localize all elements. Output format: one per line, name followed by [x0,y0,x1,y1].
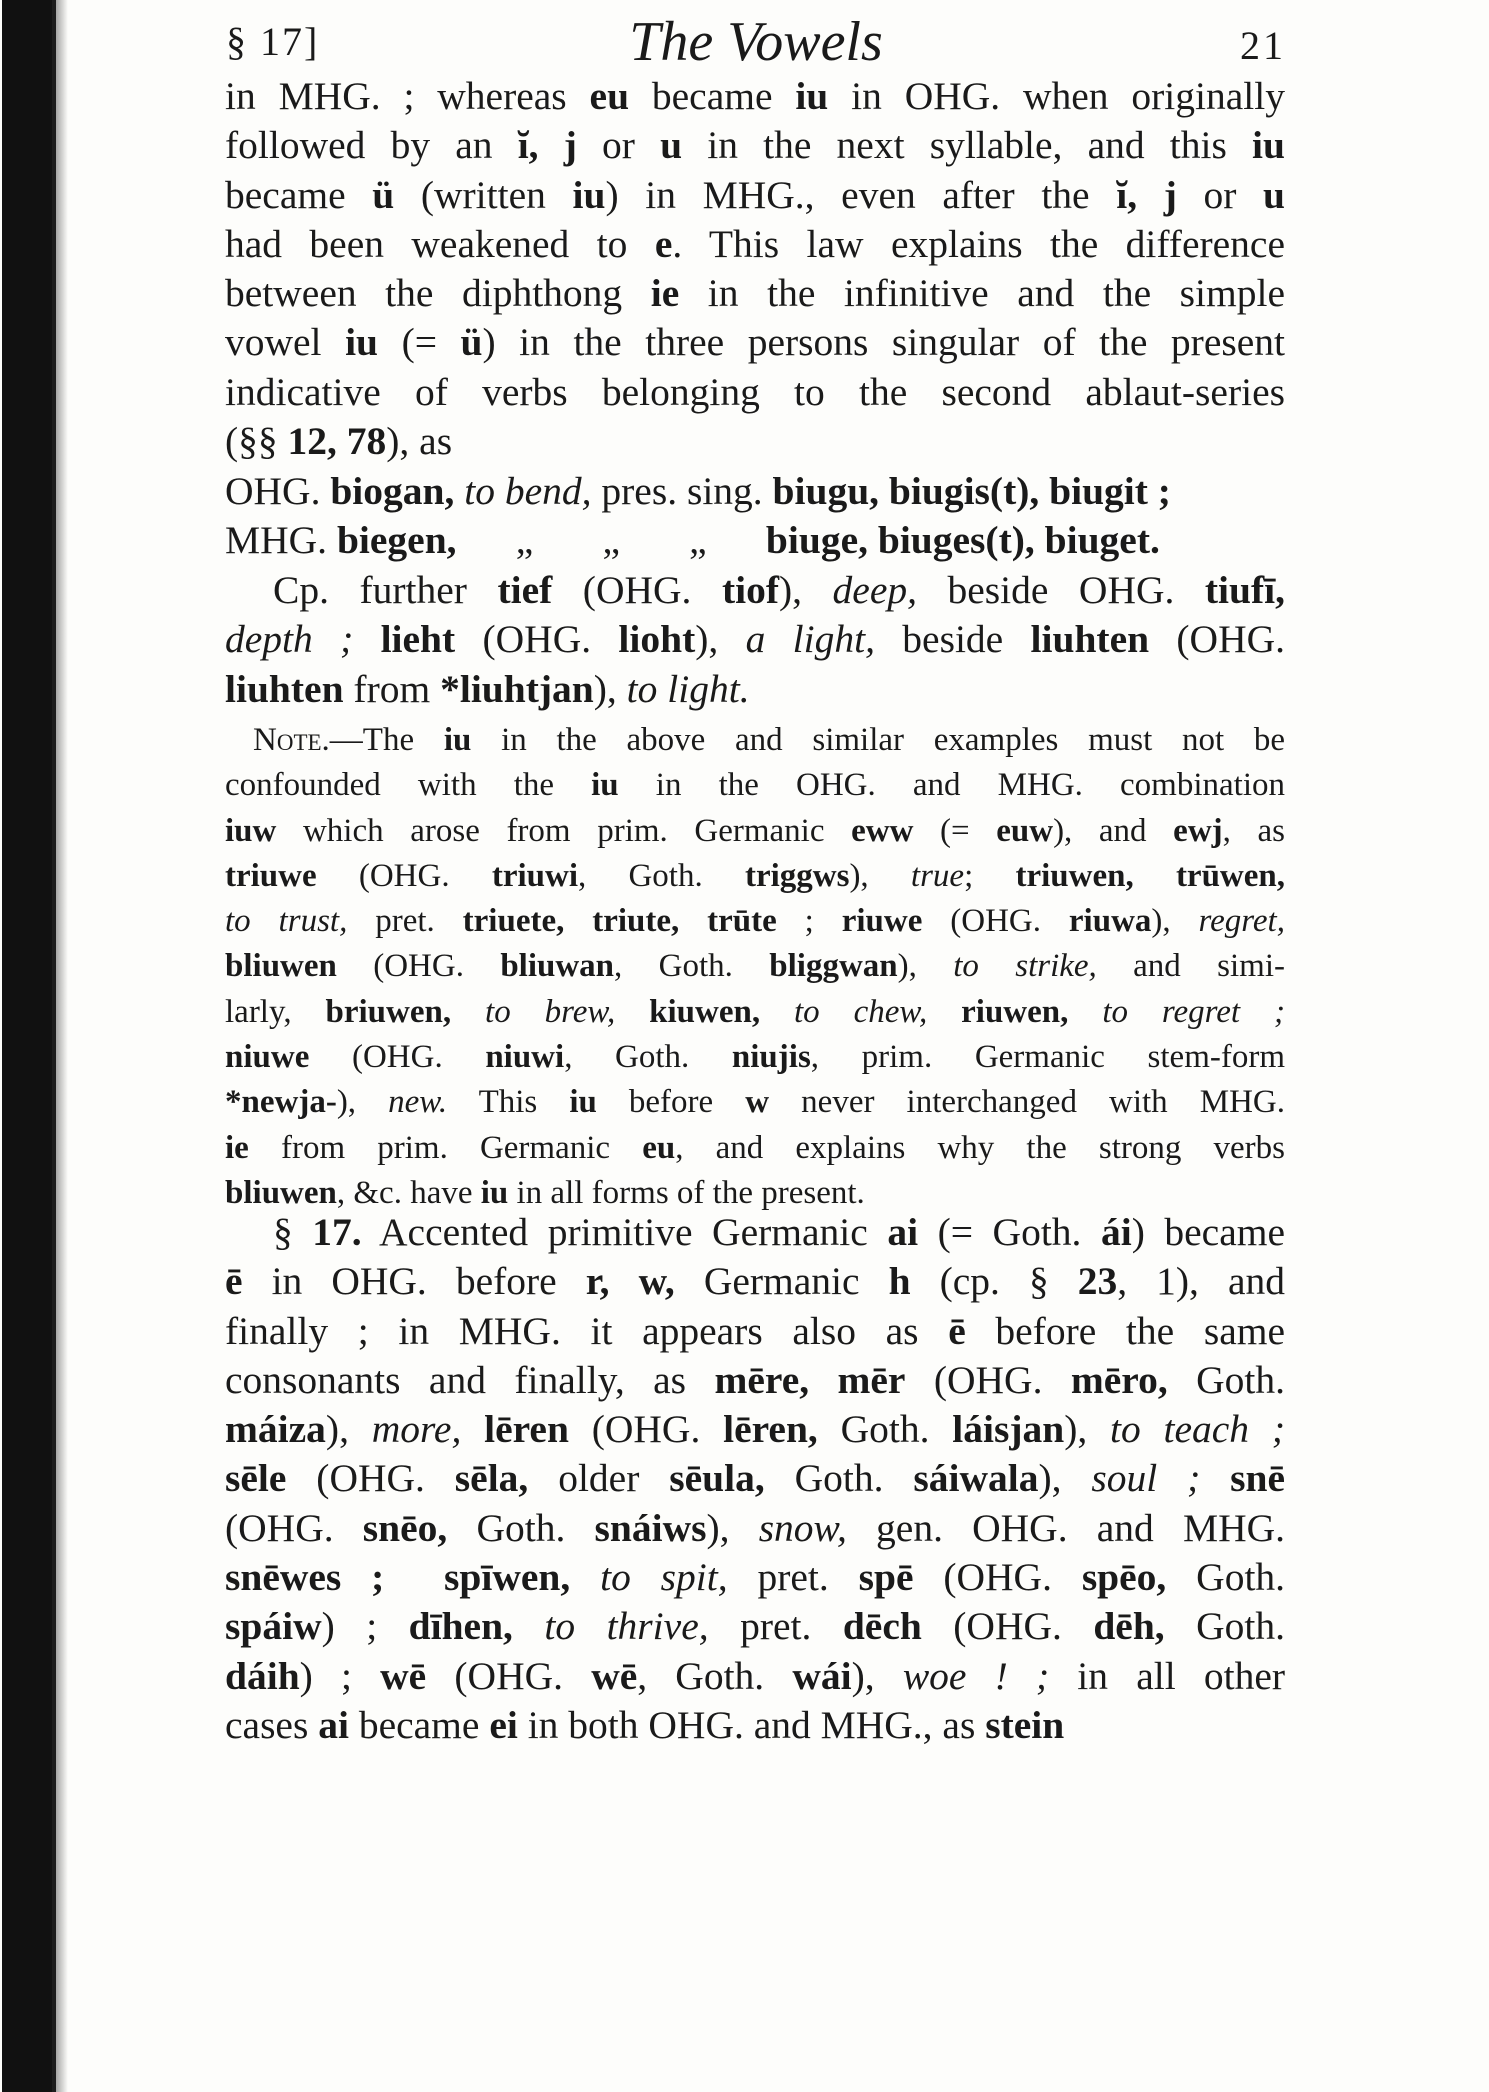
text-run: , as [1222,812,1285,849]
bold-term: ái [1100,1210,1132,1254]
bold-term: u [1263,172,1285,217]
text-run: older [528,1456,670,1501]
section-17-line [225,1454,1285,1503]
text-run: , and explains why the strong verbs [675,1129,1285,1166]
binding-edge [2,0,56,2092]
paragraph-1-line [225,72,1285,121]
text-run: ), [695,617,746,662]
bold-term: lioht [618,617,696,662]
text-run: (OHG. [225,1505,363,1550]
text-run: ), [851,1653,903,1698]
section-17-line [225,1405,1285,1454]
bold-term: iu [443,722,472,758]
section-17-line [225,1553,1285,1602]
bold-term: dēch [842,1604,922,1649]
text-run [760,994,794,1030]
text-run: ), [897,948,954,985]
text-run: vowel [225,320,346,365]
italic-gloss: depth ; [225,617,354,662]
bold-term: ai [887,1210,919,1254]
bold-term: euw [996,812,1054,849]
text-run: (OHG. [913,1555,1082,1600]
bold-term: triuwi [491,857,578,894]
text-run: ), and [1053,812,1174,849]
bold-term: sēula, [669,1456,765,1501]
chapter-title: The Vowels [629,11,883,73]
text-run: „ „ „ [456,518,766,563]
bold-term: briuwen, [325,993,452,1030]
text-run: from [343,666,441,711]
text-run: in MHG. ; whereas [225,74,590,118]
text-run [570,1555,600,1599]
bold-term: biogan, [330,469,455,513]
italic-gloss: to brew, [485,993,616,1030]
bold-term: wē [591,1653,638,1698]
italic-gloss: deep, [832,568,917,612]
bold-term: h [888,1259,911,1304]
text-run [454,469,464,513]
text-run: (OHG. [316,857,492,894]
section-17-line [225,1504,1285,1553]
italic-gloss: to teach ; [1110,1407,1285,1452]
italic-gloss: regret, [1198,903,1285,940]
text-run [461,1407,484,1451]
text-run: ), [336,1084,389,1121]
italic-gloss: to bend, [464,469,592,513]
text-run: ) in the three persons singular of the present [482,320,1285,365]
text-run: in OHG. when originally [828,74,1285,118]
text-run: in the next syllable, and this [682,123,1253,168]
paragraph-1-line [225,368,1285,417]
bold-term: wái [792,1653,852,1698]
section-17-paragraph [225,1208,1285,1750]
paragraph-2-line [225,566,1285,615]
note-line [225,763,1285,808]
paragraph-comparison [225,566,1285,714]
text-run: in all other [1049,1653,1286,1698]
text-run: (OHG. [426,1653,592,1698]
bold-term: liuhten [225,666,344,711]
bold-term: spē [858,1555,914,1600]
text-run: Accented primitive Germanic [361,1210,888,1254]
bold-term: bliuwen [225,1174,337,1211]
text-run: before the same [965,1308,1285,1353]
bold-term: iu [1252,123,1285,168]
italic-gloss: soul ; [1091,1456,1201,1501]
bold-term: niuwe [225,1039,310,1076]
bold-term: ē [948,1308,966,1353]
text-run: , prim. Germanic stem-form [810,1039,1285,1076]
section-17-line [225,1602,1285,1651]
small-caps-label: Note [253,722,322,758]
bold-term: stein [985,1702,1065,1747]
note-line [225,1035,1285,1080]
text-run: ) ; [321,1604,409,1649]
italic-gloss: to spit, [600,1555,728,1600]
bold-term: liuhten [1030,617,1150,662]
examples-line [225,467,1285,516]
text-run: cases [225,1702,319,1747]
text-run: ), [1064,1407,1111,1452]
text-run: Goth. [817,1407,953,1452]
text-run: (OHG. [921,1604,1094,1649]
bold-term: riuwen, [961,993,1069,1030]
bold-term: snē [1230,1456,1286,1501]
text-run: beside [874,617,1031,662]
bold-term: biuge, biuges(t), biuget. [765,518,1160,563]
text-run [927,994,961,1030]
bold-term: sēla, [454,1456,529,1501]
bold-term: sáiwala [913,1456,1039,1501]
text-run: became [629,74,796,118]
bold-term: ü [460,320,483,365]
text-run: ), [325,1407,372,1452]
paragraph-1-line [225,269,1285,318]
text-run: followed by an [225,123,518,168]
italic-gloss: to light. [626,666,750,711]
bold-term: triuwe [225,857,317,894]
text-run: from prim. Germanic [248,1129,643,1166]
text-run: pret. [347,903,463,940]
bold-term: triuwen, trūwen, [1015,857,1286,894]
bold-term: eww [851,812,914,849]
paragraph-2-line [225,615,1285,664]
text-run [615,994,649,1030]
text-run: .—The [321,722,444,758]
bold-term: ai [318,1702,349,1747]
bold-term: ie [225,1129,249,1166]
italic-gloss: a light, [745,617,875,662]
examples-block [225,467,1285,566]
text-run: which arose from prim. Germanic [276,812,852,849]
bold-term: iuw [225,812,277,849]
note-line [225,899,1285,944]
bold-term: snēwes ; spīwen, [225,1555,571,1600]
text-run: (OHG. [286,1456,455,1501]
bold-term: iu [569,1084,597,1121]
text-run: (OHG. [336,948,501,985]
bold-term: lēren, [723,1407,818,1452]
section-17-line [225,1356,1285,1405]
italic-gloss: true [910,857,965,894]
italic-gloss: to regret ; [1102,993,1286,1030]
section-reference: § 17] [226,19,320,64]
note-line [225,718,1285,763]
text-run: ), [1151,903,1199,940]
text-run: . This law explains the difference [672,221,1285,266]
text-run: , 1), and [1117,1259,1285,1304]
text-run [1068,994,1102,1030]
bold-term: ü [372,172,395,217]
italic-gloss: to strike, [953,948,1097,985]
bold-term: iu [572,172,606,217]
paragraph-2-line [225,665,1285,714]
bold-term: e [654,221,673,266]
text-run: in the OHG. and MHG. combination [618,767,1285,804]
section-17-line [225,1208,1285,1257]
text-run: consonants and finally, as [225,1357,715,1402]
bold-term: eu [589,74,630,118]
page-number: 21 [1240,23,1286,68]
bold-term: ĭ, j [1116,172,1177,217]
text-run: (OHG. [309,1039,486,1076]
text-run: ), [1038,1456,1092,1501]
bold-term: ei [489,1702,518,1747]
text-run: ) ; [299,1653,381,1698]
bold-term: wē [380,1653,427,1698]
text-run: (OHG. [922,903,1069,940]
bold-term: w [745,1084,770,1121]
text-run: ) in MHG., even after the [605,172,1117,217]
text-run [1200,1456,1230,1500]
bold-term: mēro, [1070,1357,1168,1402]
bold-term: ie [650,271,680,316]
text-run: ) became [1131,1210,1285,1254]
bold-term: bliggwan [769,948,898,985]
italic-gloss: to chew, [794,993,928,1030]
text-run: in both OHG. and MHG., as [517,1702,986,1747]
bold-term: ē [225,1259,243,1304]
note-line [225,809,1285,854]
note-line [225,1126,1285,1171]
text-run: Cp. further [273,568,498,612]
bold-term: iu [795,74,829,118]
text-run: or [576,123,661,168]
bold-term: bliuwen [225,948,337,985]
text-run: gen. OHG. and MHG. [846,1505,1285,1550]
text-run: , &c. have [336,1174,481,1211]
bold-term: *newja- [225,1084,337,1121]
text-run: , Goth. [578,857,745,894]
note-block [225,718,1285,1216]
paragraph-1-line [225,417,1285,466]
bold-term: r, w, [585,1259,675,1304]
text-run: confounded with the [225,767,592,804]
bold-term: iu [591,767,619,804]
text-run: Germanic [674,1259,889,1304]
section-17-line [225,1652,1285,1701]
bold-term: biegen, [336,518,457,563]
text-run: ; [776,903,842,940]
text-run [353,617,380,661]
text-run: (§§ [225,419,288,464]
bold-term: tief [497,568,553,612]
bold-term: niuwi [485,1039,565,1076]
text-run: (OHG. [568,1407,724,1452]
bold-term: u [660,123,683,168]
text-run: Goth. [764,1456,914,1501]
paragraph-continuation [225,72,1285,466]
bold-term: tiof [721,568,779,612]
text-run: in all forms of the present. [508,1174,865,1211]
binding-edge-fade [52,0,68,2092]
bold-term: 17. [312,1210,362,1254]
text-run: had been weakened to [225,221,655,266]
bold-term: riuwa [1068,903,1152,940]
text-run: ), [778,568,833,612]
text-run: larly, [225,993,326,1030]
text-run: before [596,1084,746,1121]
bold-term: *liuhtjan [440,666,594,711]
bold-term: ĭ, j [517,123,577,168]
bold-term: dīhen, [408,1604,513,1649]
bold-term: bliuwan [500,948,615,985]
text-run: ), [593,666,627,711]
note-line [225,1080,1285,1125]
text-run: (= [913,812,997,849]
text-run: ), [706,1505,759,1550]
section-17-line [225,1701,1285,1750]
note-line [225,944,1285,989]
text-run: pret. [708,1604,843,1649]
bold-term: spáiw [225,1604,322,1649]
bold-term: iu [345,320,379,365]
bold-term: 12, 78 [287,419,387,464]
section-17-line [225,1257,1285,1306]
bold-term: dáih [225,1653,300,1698]
bold-term: lēren [484,1407,569,1452]
text-run: (OHG. [905,1357,1071,1402]
section-17-line [225,1307,1285,1356]
text-run: ), [849,857,911,894]
bold-term: tiufī, [1204,568,1285,612]
text-run: This [447,1084,570,1121]
bold-term: snáiws [594,1505,707,1550]
text-run: ; [964,857,1016,894]
paragraph-1-line [225,171,1285,220]
paragraph-1-line [225,121,1285,170]
text-run: finally ; in MHG. it appears also as [225,1308,949,1353]
text-run: , Goth. [637,1653,793,1698]
italic-gloss: more, [371,1407,462,1452]
text-run: indicative of verbs belonging to the second ablaut-series [225,369,1285,414]
italic-gloss: to thrive, [544,1604,709,1649]
text-run: or [1176,172,1264,217]
bold-term: triuete, triute, trūte [462,903,777,940]
text-run: Goth. [1166,1555,1286,1600]
text-run: Goth. [1164,1604,1286,1649]
italic-gloss: woe ! ; [902,1653,1050,1698]
text-run: between the diphthong [225,271,651,316]
bold-term: triggws [744,857,850,894]
bold-term: iu [480,1174,509,1211]
bold-term: snēo, [362,1505,448,1550]
text-run: pret. [727,1555,859,1600]
bold-term: riuwe [841,903,923,940]
text-run: and simi- [1096,948,1285,985]
bold-term: kiuwen, [649,993,761,1030]
note-line [225,854,1285,899]
text-run: Goth. [1167,1357,1285,1402]
text-run: became [225,172,373,217]
bold-term: lieht [380,617,456,662]
text-run: , Goth. [564,1039,732,1076]
text-run: (written [394,172,573,217]
note-line [225,990,1285,1035]
text-run: became [348,1702,490,1747]
bold-term: niujis [731,1039,811,1076]
page-gutter-shadow [0,0,62,2092]
text-run: beside OHG. [916,568,1205,612]
bold-term: sēle [225,1456,287,1501]
text-run [513,1604,544,1648]
running-head [226,10,1286,80]
bold-term: máiza [225,1407,326,1452]
text-run: § [273,1210,313,1254]
bold-term: biugu, biugis(t), biugit ; [772,469,1171,513]
text-run: , Goth. [614,948,770,985]
text-run: ), as [386,419,453,464]
text-run [451,994,485,1030]
paragraph-1-line [225,220,1285,269]
bold-term: láisjan [952,1407,1065,1452]
italic-gloss: snow, [758,1505,847,1550]
examples-line [225,516,1285,565]
text-run: (OHG. [1149,617,1286,662]
text-run: in OHG. before [242,1259,586,1304]
text-run: in the above and similar examples must not be [471,722,1285,758]
text-run: Goth. [447,1505,595,1550]
text-run: (OHG. [552,568,722,612]
text-run: MHG. [225,518,337,563]
text-run: pres. sing. [591,469,773,513]
bold-term: ewj [1173,812,1223,849]
bold-term: spēo, [1081,1555,1167,1600]
bold-term: mēre, mēr [714,1357,906,1402]
text-run: never interchanged with MHG. [769,1084,1286,1121]
text-run: (OHG. [455,617,619,662]
bold-term: eu [642,1129,676,1166]
bold-term: 23 [1077,1259,1118,1304]
paragraph-1-line [225,318,1285,367]
bold-term: dēh, [1093,1604,1165,1649]
italic-gloss: to trust, [225,903,348,940]
text-run: OHG. [225,469,331,513]
italic-gloss: new. [388,1084,448,1121]
text-run: (cp. § [910,1259,1078,1304]
text-run: (= Goth. [918,1210,1101,1254]
text-run: (= [378,320,461,365]
text-run: in the infinitive and the simple [679,271,1285,316]
